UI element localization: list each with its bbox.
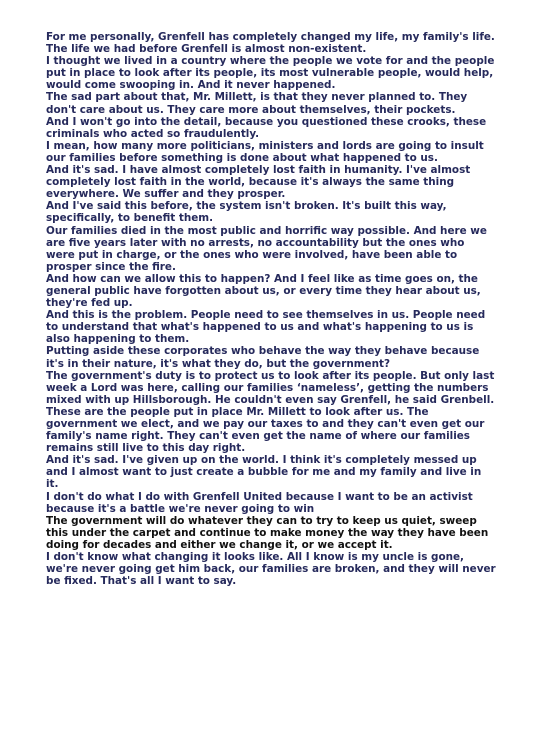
paragraph-13: These are the people put in place Mr. Millett to look after us. The government we elect, and we pay our taxes to and they can't even get our family's name right. They can't even get the name of where our families remains still live to this day right.: [46, 405, 485, 455]
paragraph-17: I don't know what changing it looks like. All I know is my uncle is gone, we're never going get him back, our families are broken, and they will never be fixed. That's all I want to say.: [46, 551, 496, 588]
paragraph-4: And I won't go into the detail, because you questioned these crooks, these criminals who acted so fraudulently.: [46, 115, 487, 140]
paragraph-6: And it's sad. I have almost completely lost faith in humanity. I've almost completely lost faith in the world, because it's always the same thing everywhere. We suffer and they prosper.: [46, 164, 471, 201]
paragraph-10: And this is the problem. People need to see themselves in us. People need to understand that what's happened to us and what's happening to us is also happening to them.: [46, 309, 486, 346]
paragraph-1: For me personally, Grenfell has completely changed my life, my family's life. The life we had before Grenfell is almost non-existent.: [46, 31, 495, 56]
paragraph-12: The government's duty is to protect us to look after its people. But only last week a Lord was here, calling our families ‘nameless’, getting the numbers mixed with up Hillsborough. He couldn't even say Grenfell, he said Grenbell.: [46, 369, 495, 406]
paragraph-16: The government will do whatever they can to try to keep us quiet, sweep this under the carpet and continue to make money the way they have been doing for decades and either we change it, or we accept it.: [46, 514, 489, 551]
statement-text: [46, 31, 496, 587]
paragraph-14: And it's sad. I've given up on the world. I think it's completely messed up and I almost want to just create a bubble for me and my family and live in it.: [46, 454, 482, 491]
paragraph-15: I don't do what I do with Grenfell United because I want to be an activist because it's a battle we're never going to win: [46, 490, 473, 515]
paragraph-8: Our families died in the most public and horrific way possible. And here we are five years later with no arrests, no accountability but the ones who were put in charge, or the ones who were involved, have been able to prosper since the fire.: [46, 224, 487, 273]
paragraph-7: And I've said this before, the system isn't broken. It's built this way, specifically, to benefit them.: [46, 200, 447, 225]
paragraph-2: I thought we lived in a country where the people we vote for and the people put in place to look after its people, its most vulnerable people, would help, would come swooping in. And it never happened.: [46, 55, 495, 92]
paragraph-3: The sad part about that, Mr. Millett, is that they never planned to. They don't care about us. They care more about themselves, their pockets.: [46, 91, 468, 116]
paragraph-11: Putting aside these corporates who behave the way they behave because it's in their nature, it's what they do, but the government?: [46, 345, 480, 370]
paragraph-5: I mean, how many more politicians, ministers and lords are going to insult our families before something is done about what happened to us.: [46, 139, 484, 164]
paragraph-9: And how can we allow this to happen? And I feel like as time goes on, the general public have forgotten about us, or every time they hear about us, they're fed up.: [46, 272, 481, 310]
